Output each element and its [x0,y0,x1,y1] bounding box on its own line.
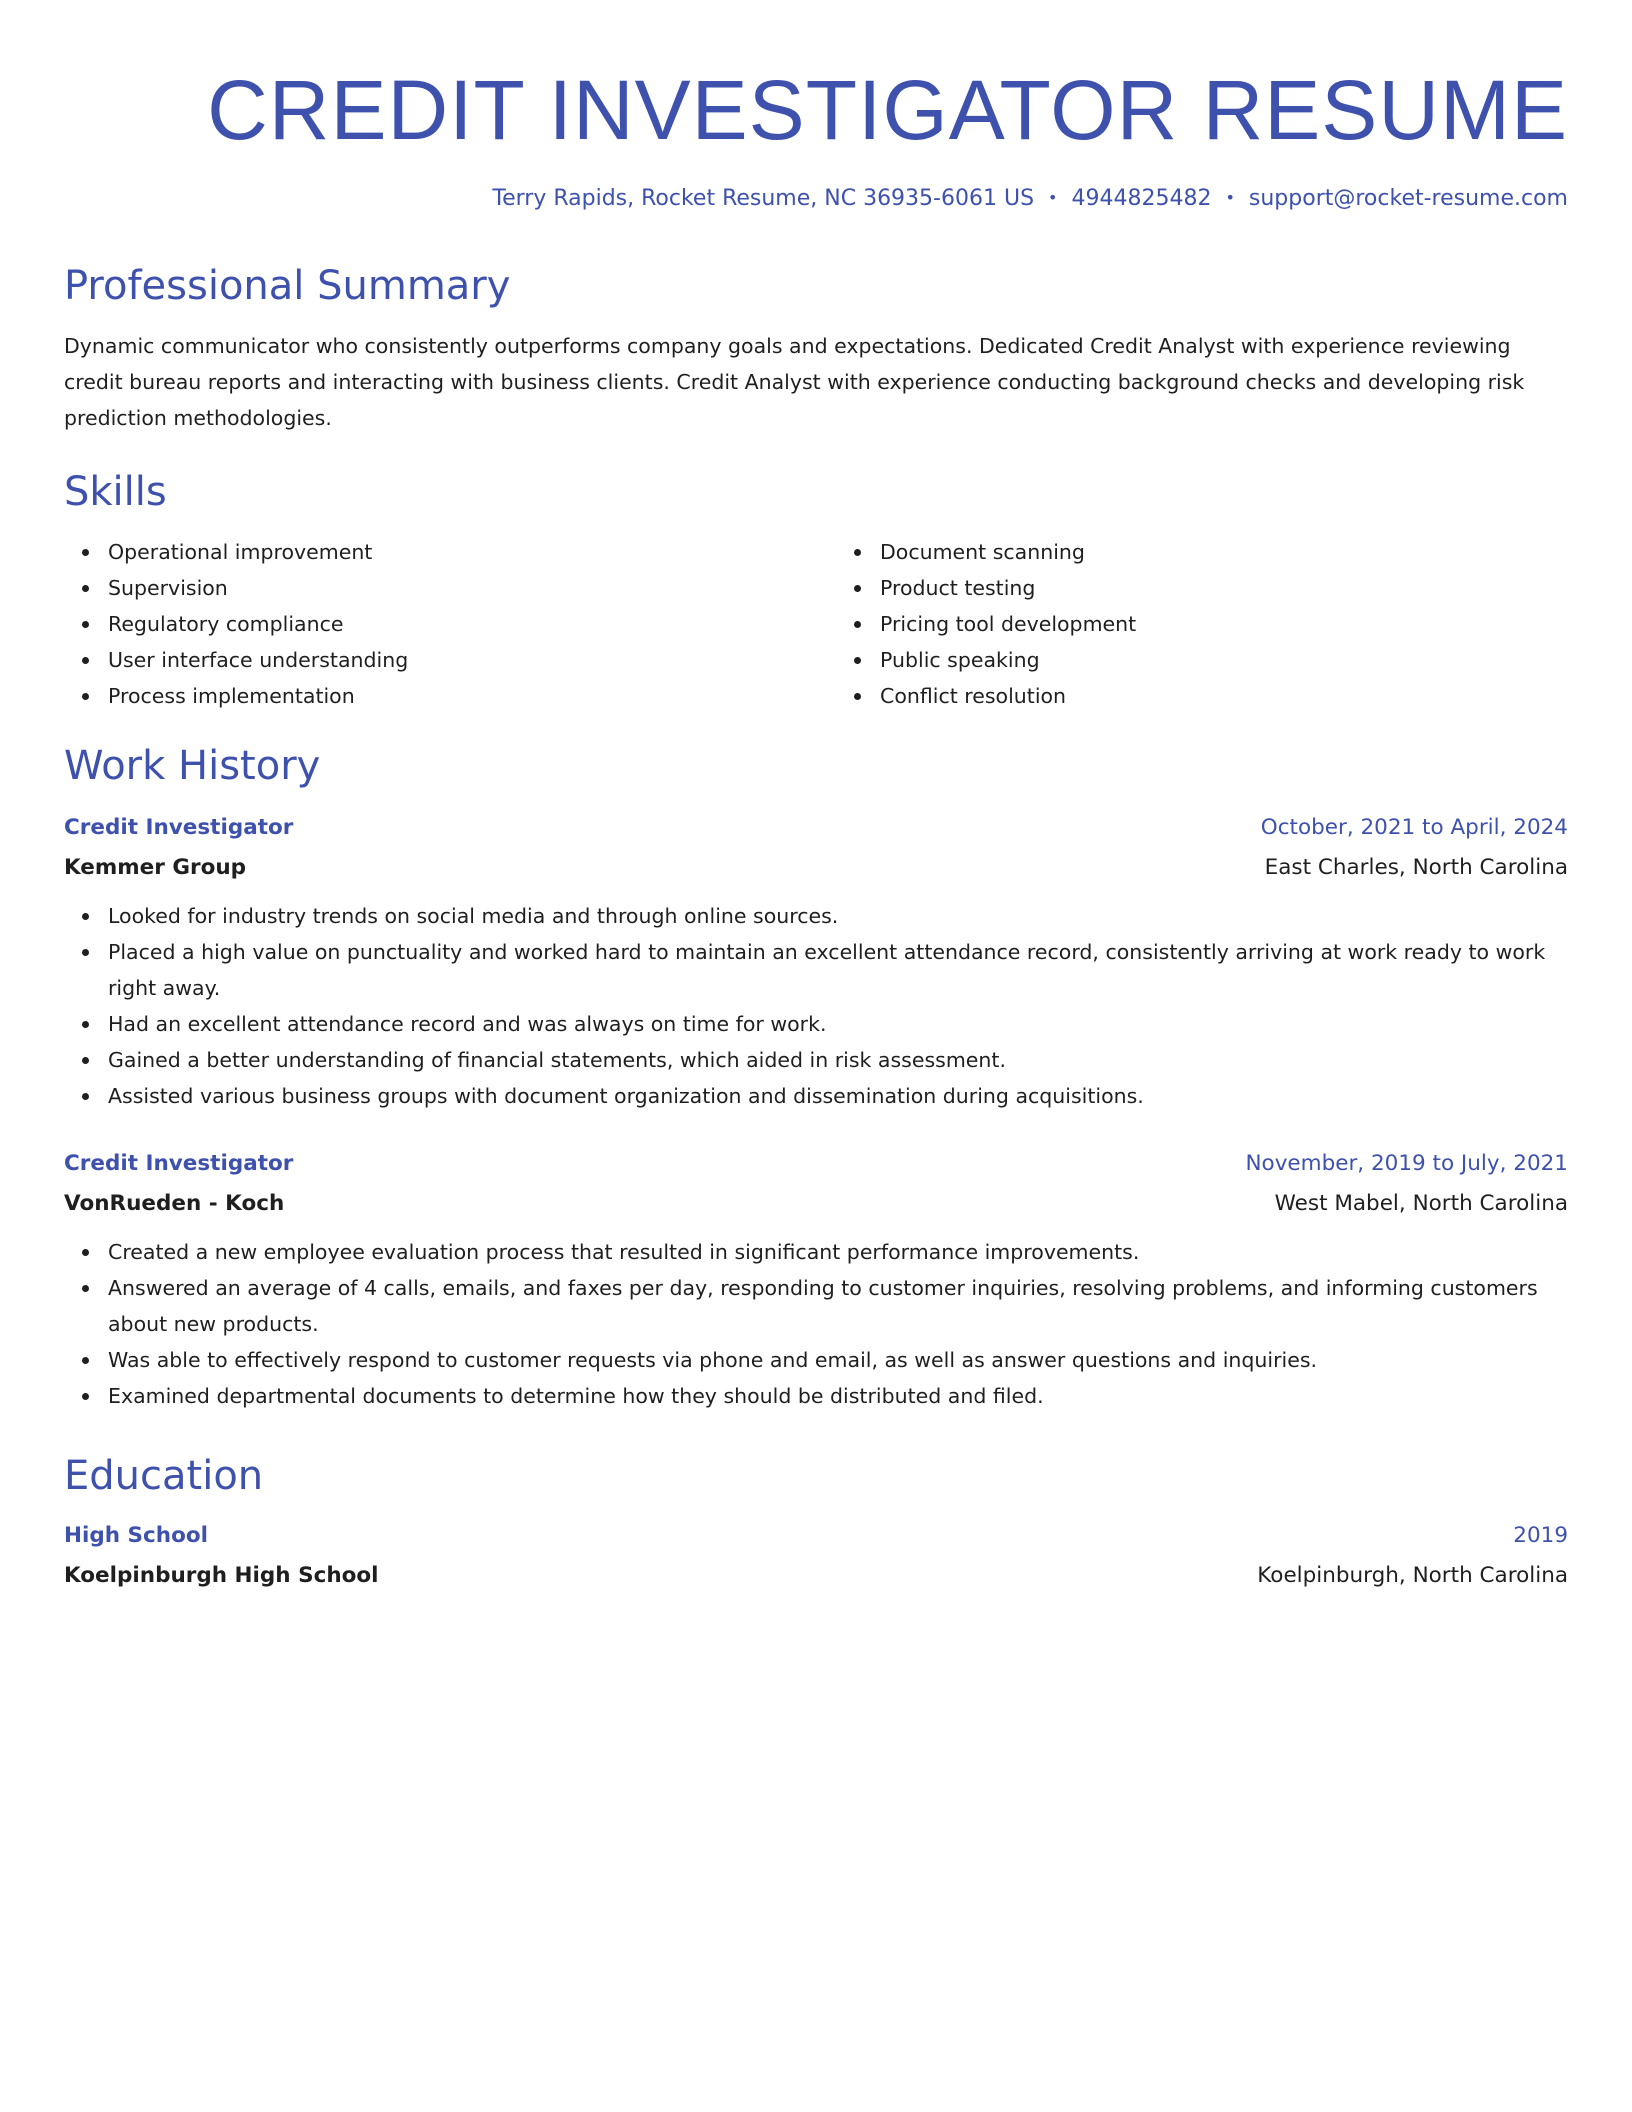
summary-section [64,262,1568,436]
job-title: Credit Investigator [64,1150,294,1176]
skill-item: Public speaking [880,642,1568,678]
skill-item: Process implementation [108,678,796,714]
job-entry [64,1144,1568,1414]
skill-item: Document scanning [880,534,1568,570]
skill-item: Conflict resolution [880,678,1568,714]
education-section [64,1452,1568,1596]
job-bullet: Created a new employee evaluation process that resulted in significant performance improvements. [108,1234,1568,1270]
contact-address: Terry Rapids, Rocket Resume, NC 36935-6061 US [492,186,1035,211]
job-bullet: Answered an average of 4 calls, emails, and faxes per day, responding to customer inquiries, resolving problems, and informing customers about new products. [108,1270,1568,1342]
job-company: Kemmer Group [64,854,247,880]
education-school-row [64,1556,1568,1596]
education-heading: Education [64,1452,264,1499]
job-dates: November, 2019 to July, 2021 [1245,1150,1568,1176]
job-bullets [64,1234,1568,1414]
education-degree: High School [64,1522,208,1548]
job-company-row [64,848,1568,888]
resume-header [64,58,1568,214]
job-bullet: Placed a high value on punctuality and worked hard to maintain an excellent attendance record, consistently arriving at work ready to work right away. [108,934,1568,1006]
job-dates: October, 2021 to April, 2024 [1260,814,1568,840]
work-history-heading: Work History [64,742,321,789]
contact-phone: 4944825482 [1071,186,1212,211]
job-bullet: Looked for industry trends on social media and through online sources. [108,898,1568,934]
skill-item: Supervision [108,570,796,606]
job-bullet: Assisted various business groups with document organization and dissemination during acquisitions. [108,1078,1568,1114]
job-bullet: Was able to effectively respond to customer requests via phone and email, as well as answer questions and inquiries. [108,1342,1568,1378]
resume-title: CREDIT INVESTIGATOR RESUME [207,63,1568,157]
skills-section [64,468,1568,714]
job-title-row [64,1144,1568,1184]
skill-item: Pricing tool development [880,606,1568,642]
skill-item: Operational improvement [108,534,796,570]
job-bullets [64,898,1568,1114]
contact-separator: • [1225,188,1235,207]
summary-heading: Professional Summary [64,262,511,309]
job-bullet: Examined departmental documents to determine how they should be distributed and filed. [108,1378,1568,1414]
contact-separator: • [1048,188,1058,207]
skill-item: Product testing [880,570,1568,606]
job-company: VonRueden - Koch [64,1190,285,1216]
education-year: 2019 [1513,1522,1568,1548]
education-degree-row [64,1516,1568,1556]
skills-grid [64,534,1568,714]
skill-item: Regulatory compliance [108,606,796,642]
education-location: Koelpinburgh, North Carolina [1257,1562,1568,1588]
contact-email: support@rocket-resume.com [1248,186,1568,211]
job-location: West Mabel, North Carolina [1274,1190,1568,1216]
job-bullet: Gained a better understanding of financial statements, which aided in risk assessment. [108,1042,1568,1078]
job-title: Credit Investigator [64,814,294,840]
job-bullet: Had an excellent attendance record and was always on time for work. [108,1006,1568,1042]
summary-text: Dynamic communicator who consistently outperforms company goals and expectations. Dedicated Credit Analyst with experience reviewing credit bureau reports and interacting with business clients. Credit Analyst with experience conducting background checks and developing risk prediction methodologies. [64,333,1525,430]
job-company-row [64,1184,1568,1224]
work-history-section [64,742,1568,1414]
job-title-row [64,808,1568,848]
job-entry [64,808,1568,1114]
education-school: Koelpinburgh High School [64,1562,379,1588]
skill-item: User interface understanding [108,642,796,678]
contact-line [64,185,1568,214]
skills-list-left [64,534,796,714]
skills-list-right [836,534,1568,714]
job-location: East Charles, North Carolina [1264,854,1568,880]
skills-heading: Skills [64,468,167,515]
